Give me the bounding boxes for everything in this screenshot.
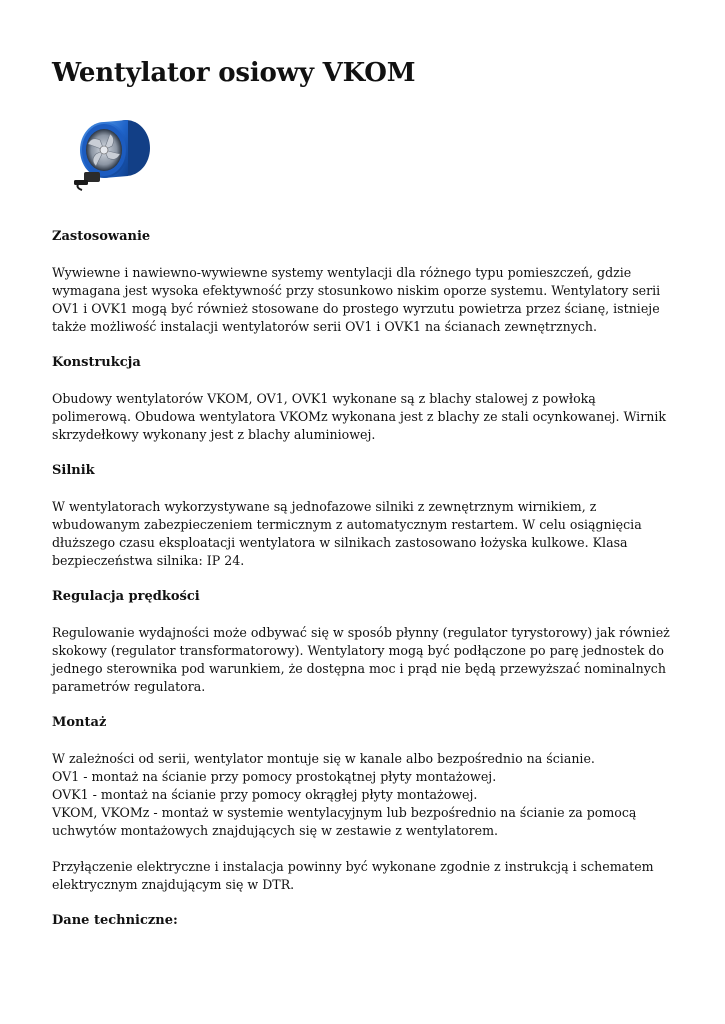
text-silnik: W wentylatorach wykorzystywane są jednofazowe silniki z zewnętrznym wirnikiem, z wbudowanym zabezpieczeniem termicznym z automatycznym restartem. W celu osiągnięcia dłuższego czasu eksploatacji wentylatora w silnikach zastosowano łożyska kulkowe. Klasa bezpieczeństwa silnika: IP 24.: [52, 499, 642, 568]
montaz-line-1: W zależności od serii, wentylator montuje się w kanale albo bezpośrednio na ścianie.: [52, 751, 595, 766]
heading-montaz: Montaż: [52, 715, 107, 730]
heading-zastosowanie: Zastosowanie: [52, 229, 151, 244]
text-electrical: Przyłączenie elektryczne i instalacja powinny być wykonane zgodnie z instrukcją i schematem elektrycznym znajdującym się w DTR.: [52, 859, 654, 892]
fan-icon: [70, 108, 158, 194]
montaz-line-2: OV1 - montaż na ścianie przy pomocy prostokątnej płyty montażowej.: [52, 769, 497, 784]
document-content: [52, 228, 678, 930]
text-konstrukcja: Obudowy wentylatorów VKOM, OV1, OVK1 wykonane są z blachy stalowej z powłoką polimerową. Obudowa wentylatora VKOMz wykonana jest z blachy ze stali ocynkowanej. Wirnik skrzydełkowy wykonany jest z blachy aluminiowej.: [52, 391, 666, 442]
heading-regulacja: Regulacja prędkości: [52, 589, 200, 604]
text-montaz: [52, 750, 678, 840]
fan-product-image: [70, 108, 158, 194]
heading-dane: Dane techniczne:: [52, 913, 178, 928]
montaz-line-4: VKOM, VKOMz - montaż w systemie wentylacyjnym lub bezpośrednio na ścianie za pomocą uchwytów montażowych znajdujących się w zestawie z wentylatorem.: [52, 805, 637, 838]
heading-silnik: Silnik: [52, 463, 95, 478]
text-regulacja: Regulowanie wydajności może odbywać się w sposób płynny (regulator tyrystorowy) jak również skokowy (regulator transformatorowy). Wentylatory mogą być podłączone po parę jednostek do jednego sterownika pod warunkiem, że dostępna moc i prąd nie będą przewyższać nominalnych parametrów regulatora.: [52, 625, 670, 694]
montaz-line-3: OVK1 - montaż na ścianie przy pomocy okrągłej płyty montażowej.: [52, 787, 478, 802]
heading-konstrukcja: Konstrukcja: [52, 355, 141, 370]
page-title: Wentylator osiowy VKOM: [52, 58, 416, 88]
text-zastosowanie: Wywiewne i nawiewno-wywiewne systemy wentylacji dla różnego typu pomieszczeń, gdzie wymagana jest wysoka efektywność przy stosunkowo niskim oporze systemu. Wentylatory serii OV1 i OVK1 mogą być również stosowane do prostego wyrzutu powietrza przez ścianę, istnieje także możliwość instalacji wentylatorów serii OV1 i OVK1 na ścianach zewnętrznych.: [52, 265, 661, 334]
